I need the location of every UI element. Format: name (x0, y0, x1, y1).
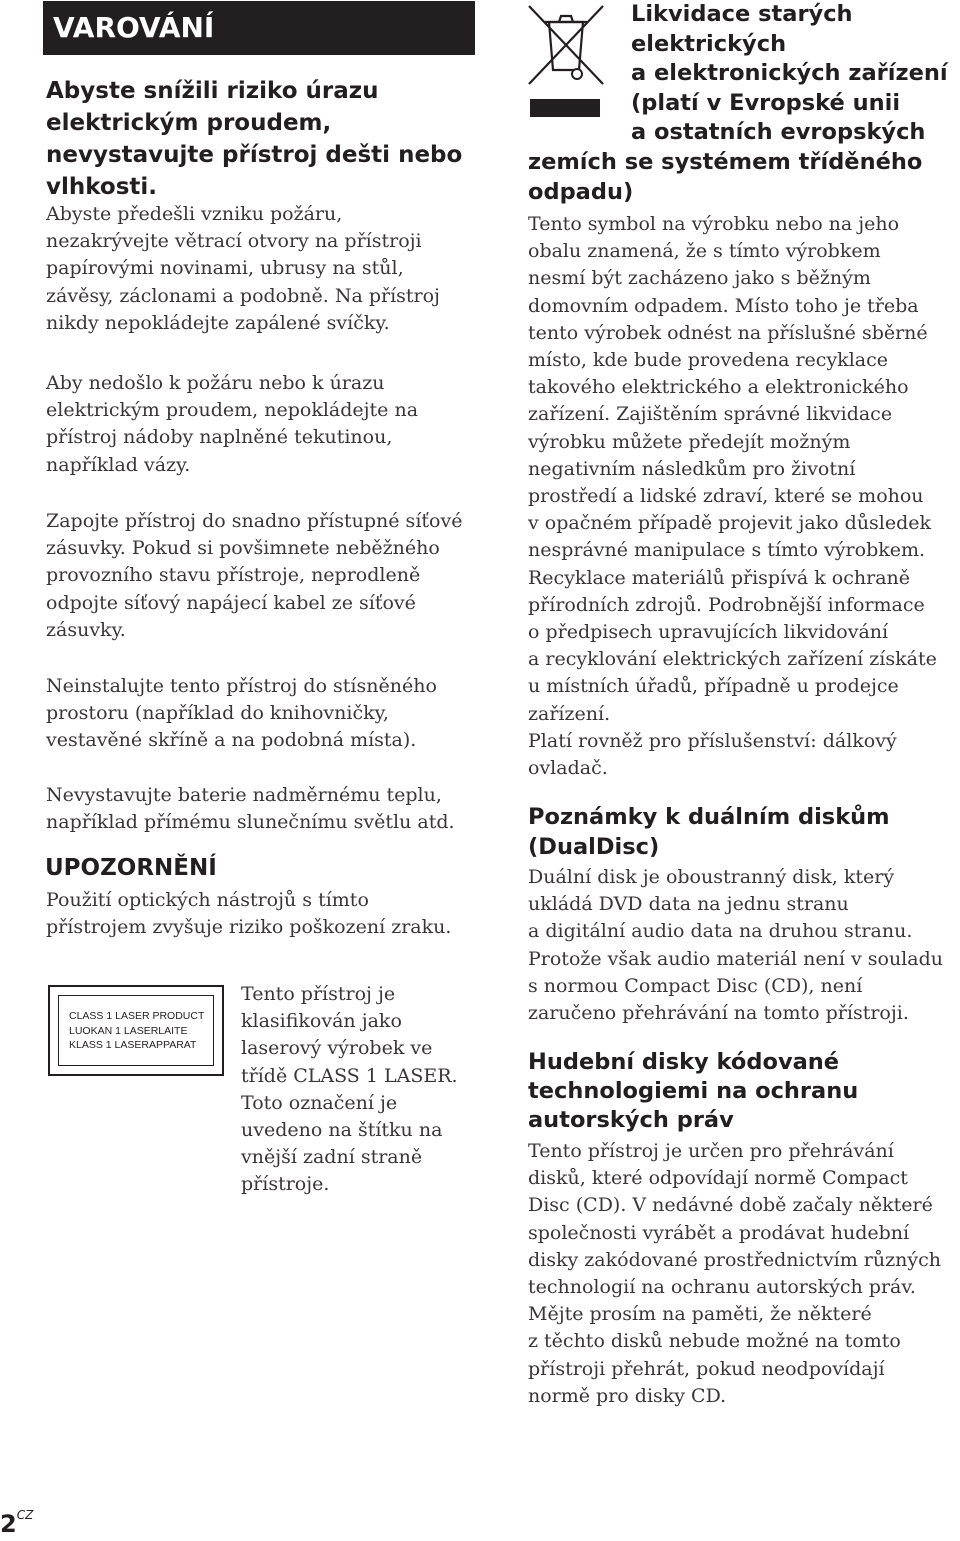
text-line: Platí rovněž pro příslušenství: dálkový (528, 729, 897, 752)
weee-underline-bar (530, 99, 600, 117)
warning-paragraph-5 (46, 782, 478, 836)
text-line: nevystavujte přístroj dešti nebo (46, 142, 463, 168)
text-line: uvedeno na štítku na (241, 1119, 443, 1142)
text-line: CLASS 1 LASER PRODUCT (69, 1010, 205, 1022)
text-line: obalu znamená, že s tímto výrobkem (528, 240, 881, 263)
crossed-out-wheelie-bin-icon (527, 4, 605, 86)
text-line: třídě CLASS 1 LASER. (241, 1064, 458, 1087)
text-line: papírovými novinami, ubrusy na stůl, (46, 257, 404, 280)
text-line: klasifikován jako (241, 1010, 402, 1033)
text-line: Abyste předešli vzniku požáru, (46, 203, 343, 225)
disposal-heading-indented (631, 0, 960, 148)
text-line: ovladač. (528, 757, 608, 780)
text-line: autorských práv (528, 1107, 734, 1133)
text-line: technologií na ochranu autorských práv. (528, 1276, 916, 1299)
text-line: Protože však audio materiál není v souladu (528, 947, 943, 970)
text-line: a recyklování elektrických zařízení získáte (528, 648, 937, 671)
page-number (0, 1510, 33, 1538)
text-line: elektrických (631, 30, 787, 57)
text-line: Duální disk je oboustranný disk, který (528, 866, 895, 888)
text-line: Tento přístroj je (241, 983, 396, 1005)
warning-heading (46, 75, 476, 203)
text-line: přístroj nádoby naplněné tekutinou, (46, 426, 393, 449)
text-line: u místních úřadů, případně u prodejce (528, 675, 899, 698)
text-line: Aby nedošlo k požáru nebo k úrazu (46, 372, 385, 394)
caution-heading-text: UPOZORNĚNÍ (45, 855, 217, 881)
text-line: domovním odpadem. Místo toho je třeba (528, 294, 919, 317)
text-line: Tento přístroj je určen pro přehrávání (528, 1140, 894, 1162)
warning-banner (43, 1, 475, 55)
laser-paragraph (241, 981, 481, 1199)
text-line: nikdy nepokládejte zapálené svíčky. (46, 311, 390, 334)
text-line: Poznámky k duálním diskům (528, 804, 890, 830)
text-line: laserový výrobek ve (241, 1037, 433, 1060)
text-line: vestavěné skříně a na podobná místa). (46, 729, 417, 752)
disposal-heading-full (528, 148, 958, 207)
text-line: v opačném případě projevit jako důsledek (528, 512, 932, 535)
text-line: Použití optických nástrojů s tímto (46, 889, 369, 911)
text-line: prostoru (například do knihovničky, (46, 702, 389, 725)
warning-banner-title: VAROVÁNÍ (53, 11, 215, 44)
caution-paragraph (46, 887, 478, 941)
dualdisc-heading (528, 802, 958, 862)
text-line: Abyste snížili riziko úrazu (46, 78, 379, 104)
text-line: nesmí být zacházeno jako s běžným (528, 267, 871, 290)
text-line: disků, které odpovídají normě Compact (528, 1167, 908, 1190)
text-line: takového elektrického a elektronického (528, 376, 909, 399)
text-line: zaručeno přehrávání na tomto přístroji. (528, 1002, 909, 1025)
text-line: Hudební disky kódované (528, 1049, 840, 1075)
page-number-value: 2 (0, 1510, 17, 1538)
text-line: prostředí a lidské zdraví, které se mohou (528, 485, 924, 508)
text-line: LUOKAN 1 LASERLAITE (69, 1024, 188, 1037)
text-line: negativním následkům pro životní (528, 457, 856, 480)
caution-heading (45, 854, 217, 883)
text-line: elektrickým proudem, (46, 110, 332, 136)
text-line: vnější zadní straně (241, 1146, 423, 1169)
text-line: přístrojem zvyšuje riziko poškození zraku. (46, 916, 452, 939)
text-line: společnosti vyrábět a prodávat hudební (528, 1221, 910, 1244)
text-line: přístroji přehrát, pokud neodpovídají (528, 1357, 885, 1380)
text-line: provozního stavu přístroje, neprodleně (46, 564, 421, 587)
text-line: Mějte prosím na paměti, že některé (528, 1303, 872, 1326)
text-line: (platí v Evropské unii (631, 89, 901, 116)
text-line: nesprávné manipulace s tímto výrobkem. (528, 539, 926, 562)
text-line: z těchto disků nebude možné na tomto (528, 1330, 901, 1353)
warning-paragraph-3 (46, 508, 478, 644)
text-line: Likvidace starých (631, 1, 853, 27)
text-line: Recyklace materiálů přispívá k ochraně (528, 566, 911, 589)
text-line: přístroje. (241, 1173, 330, 1196)
warning-paragraph-1 (46, 201, 478, 337)
text-line: místo, kde bude provedena recyklace (528, 349, 888, 372)
copy-protection-heading (528, 1048, 958, 1135)
text-line: tento výrobek odnést na příslušné sběrné (528, 321, 928, 344)
text-line: odpadu) (528, 178, 634, 205)
text-line: Tento symbol na výrobku nebo na jeho (528, 213, 900, 235)
dualdisc-paragraph (528, 864, 960, 1027)
text-line: výrobku můžete předejít možným (528, 430, 851, 453)
text-line: zařízení. (528, 702, 611, 725)
page-language-code: CZ (16, 1508, 34, 1522)
text-line: a ostatních evropských (631, 119, 926, 145)
laser-label-text (69, 1009, 204, 1053)
text-line: přírodních zdrojů. Podrobnější informace (528, 593, 925, 616)
text-line: zásuvky. Pokud si povšimnete neběžného (46, 537, 440, 560)
text-line: KLASS 1 LASERAPPARAT (69, 1039, 197, 1051)
text-line: normě pro disky CD. (528, 1384, 727, 1407)
disposal-paragraph (528, 211, 960, 782)
text-line: technologiemi na ochranu (528, 1078, 859, 1104)
text-line: elektrickým proudem, nepokládejte na (46, 399, 419, 422)
text-line: a digitální audio data na druhou stranu. (528, 920, 913, 943)
text-line: zařízení. Zajištěním správné likvidace (528, 403, 893, 426)
text-line: Zapojte přístroj do snadno přístupné síťové (46, 510, 463, 532)
text-line: Toto označení je (241, 1091, 398, 1114)
text-line: Disc (CD). V nedávné době začaly některé (528, 1194, 933, 1217)
text-line: zemích se systémem tříděného (528, 149, 923, 175)
text-line: ukládá DVD data na jednu stranu (528, 893, 849, 916)
text-line: a elektronických zařízení (631, 60, 948, 86)
warning-paragraph-2 (46, 370, 478, 479)
text-line: disky zakódované prostřednictvím různých (528, 1248, 941, 1271)
warning-paragraph-4 (46, 673, 478, 755)
text-line: vlhkosti. (46, 174, 158, 200)
text-line: zásuvky. (46, 618, 126, 641)
text-line: například vázy. (46, 453, 191, 476)
text-line: nezakrývejte větrací otvory na přístroji (46, 230, 422, 253)
text-line: o předpisech upravujících likvidování (528, 621, 889, 644)
text-line: odpojte síťový napájecí kabel ze síťové (46, 591, 416, 614)
text-line: (DualDisc) (528, 834, 660, 860)
text-line: například přímému slunečnímu světlu atd. (46, 811, 455, 834)
text-line: s normou Compact Disc (CD), není (528, 974, 863, 997)
text-line: závěsy, záclonami a podobně. Na přístroj (46, 284, 440, 307)
text-line: Nevystavujte baterie nadměrnému teplu, (46, 784, 442, 806)
text-line: Neinstalujte tento přístroj do stísněného (46, 675, 437, 697)
copy-protection-paragraph (528, 1138, 960, 1410)
